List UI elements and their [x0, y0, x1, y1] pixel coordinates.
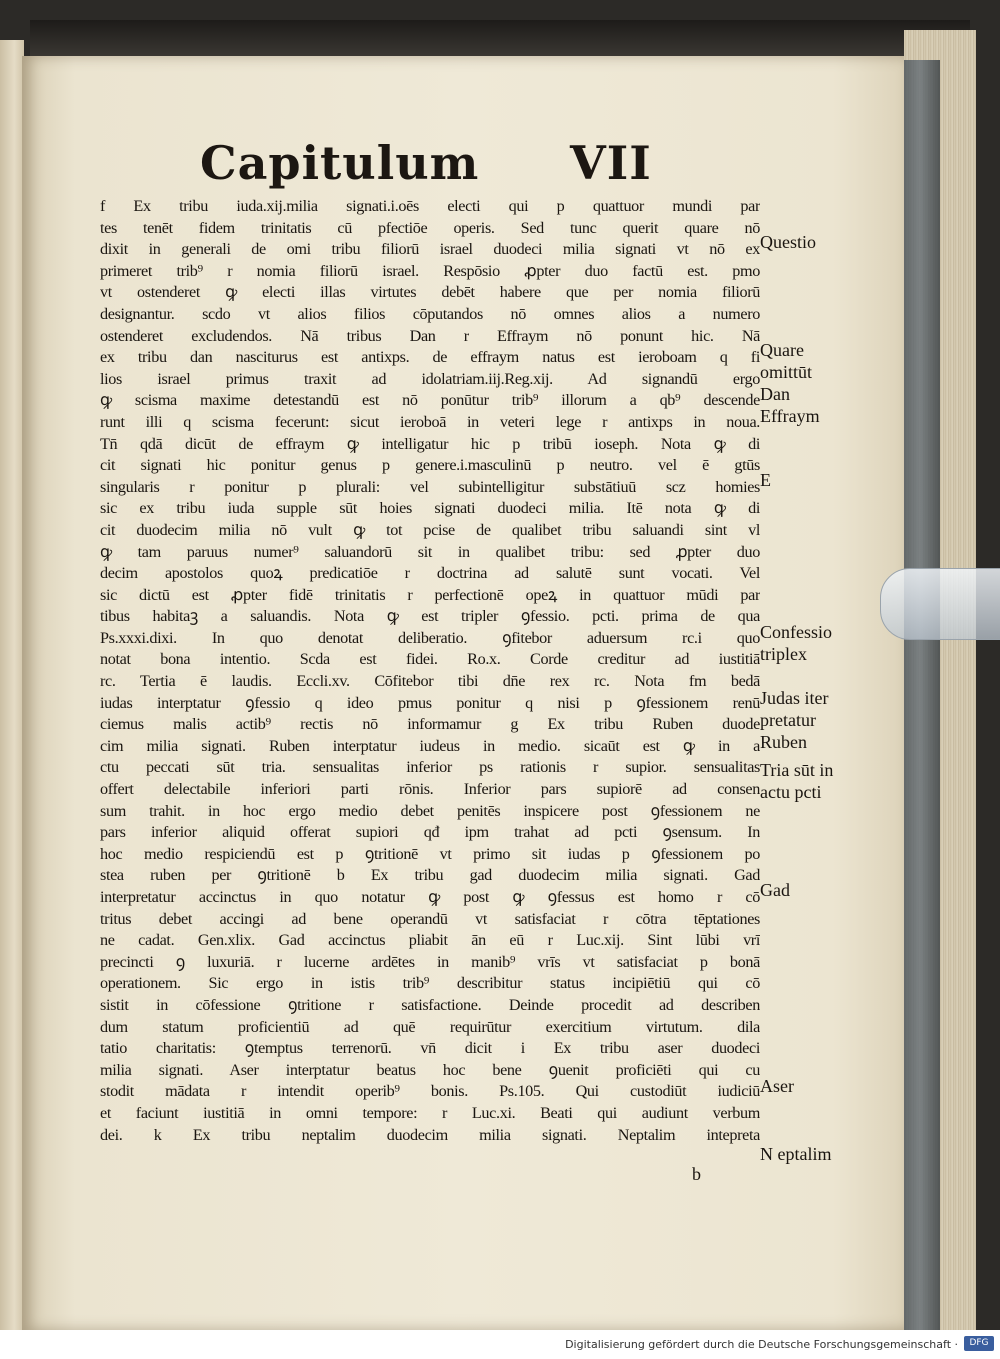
margin-note: Dan [760, 384, 790, 404]
text-line: operationem. Sic ergo in istis trib⁹ describitur status incipiētiū qui cō [100, 974, 760, 993]
text-line: stodit mādata r intendit operib⁹ bonis. Ps.105. Qui custodiūt iudiciū [100, 1082, 760, 1101]
text-block [100, 196, 760, 1146]
text-line: sistit in cōfessione ꝯtritione r satisfactione. Deinde procedit ad describen [100, 995, 760, 1014]
text-line: ex tribu dan nasciturus est antixps. de effraym natus est ieroboam q fi [100, 348, 760, 367]
text-line: notat bona intentio. Scda est fidei. Ro.x. Corde creditur ad iustitiā [100, 650, 760, 669]
text-line: f Ex tribu iuda.xij.milia signati.i.oēs electi qui p quattuor mundi par [100, 197, 760, 215]
margin-note: Confessio [760, 622, 832, 642]
text-line: ꝙ scisma maxime detestandū est nō ponūtur trib⁹ illorum a qb⁹ descende [100, 391, 760, 410]
text-line: rc. Tertia ē laudis. Eccli.xv. Cōfitebor tibi dn̄e rex rc. Nota fm bedā [100, 672, 760, 691]
text-line: runt illi q scisma fecerunt: sicut ieroboā in veteri lege r antixps in noua. [100, 412, 760, 431]
text-line: stea ruben per ꝯtritionē b Ex tribu gad duodecim milia signati. Gad [100, 866, 760, 885]
text-line: cim milia signati. Ruben interptatur iudeus in medio. sicaūt est ꝙ in a [100, 736, 760, 755]
text-line: cit signati hic ponitur genus p genere.i.masculinū p neutro. vel ē gtūs [100, 456, 760, 475]
text-line: pars inferior aliquid offerat supiori qđ ipm trahat ad pcti ꝯsensum. In [100, 823, 760, 842]
text-line: sum trahit. in hoc ergo medio debet penitēs inspicere post ꝯfessionem ne [100, 801, 760, 820]
previous-leaf-edge [0, 40, 24, 1330]
text-line: primeret trib⁹ r nomia filiorū israel. Respōsio ꝓpter duo factū est. pmo [100, 261, 760, 280]
text-line: designantur. scdo vt alios filios cōputandos nō omnes alios a numero [100, 304, 760, 323]
margin-note: omittūt [760, 362, 813, 382]
text-line: vt ostenderet ꝙ electi illas virtutes debēt habere que per nomia filiorū [100, 283, 760, 302]
text-line: milia signati. Aser interptatur beatus hoc bene ꝯuenit proficiēti qui cu [100, 1060, 760, 1079]
margin-note: Effraym [760, 406, 820, 426]
margin-note: triplex [760, 644, 807, 664]
text-line: et faciunt iustitiā in omni tempore: r Luc.xi. Beati qui audiunt verbum [100, 1103, 760, 1122]
text-line: cit duodecim milia nō vult ꝙ tot pcise de qualibet tribu saluandi sint vl [100, 520, 760, 539]
text-line: ostenderet excludendos. Nā tribus Dan r Effraym nō ponunt hic. Nā [100, 326, 760, 345]
text-line: interpretatur accinctus in quo notatur ꝙ post ꝙ ꝯfessus est homo r cō [100, 888, 760, 906]
margin-note: pretatur [760, 710, 816, 730]
text-line: Tn̄ qdā dicūt de effraym ꝙ intelligatur hic p tribū ioseph. Nota ꝙ di [100, 434, 760, 453]
margin-note: N eptalim [760, 1144, 832, 1164]
text-line: tatio charitatis: ꝯtemptus terrenorū. vn̄ dicit i Ex tribu aser duodeci [100, 1039, 760, 1058]
footer-bar [0, 1330, 1000, 1359]
margin-note: Gad [760, 880, 790, 900]
text-line: offert delectabile inferiori parti rōnis. Inferior pars supiorē ad consen [100, 780, 760, 799]
text-line: ctu peccati sūt tria. sensualitas inferior ps rationis r supior. sensualitas [100, 758, 760, 777]
text-line: tibus habitaꝫ a saluandis. Nota ꝙ est tripler ꝯfessio. pcti. prima de qua [100, 607, 760, 626]
margin-note: Ruben [760, 732, 807, 752]
footer-credit: Digitalisierung gefördert durch die Deutsche Forschungsgemeinschaft · [565, 1338, 958, 1351]
text-line: ne cadat. Gen.xlix. Gad accinctus pliabit ān eū r Luc.xij. Sint lūbi vrī [100, 931, 760, 950]
dfg-logo: DFG [964, 1336, 994, 1351]
margin-note: E [760, 470, 771, 490]
text-line: tes tenēt fidem trinitatis cū pfectiōe operis. Sed tunc querit quare nō [100, 218, 760, 237]
text-line: tritus debet accingi ad bene operandū vt satisfaciat r cōtra tēptationes [100, 909, 760, 928]
text-line: lios israel primus traxit ad idolatriam.iij.Reg.xij. Ad signandū ergo [100, 369, 760, 388]
chapter-title: Capitulum [200, 136, 480, 190]
text-line: ciemus malis actib⁹ rectis nō informamur g Ex tribu Ruben duode [100, 715, 760, 734]
text-line: sic ex tribu iuda supple sūt hoies signati duodeci milia. Itē nota ꝙ di [100, 499, 760, 518]
margin-note: Aser [760, 1076, 794, 1096]
text-line: ꝙ tam paruus numer⁹ saluandorū sit in qualibet tribu: sed ꝓpter duo [100, 542, 760, 561]
signature-mark: b [692, 1164, 701, 1184]
text-line: dum statum proficientiū ad quē requirūtur exercitium virtutum. dila [100, 1017, 760, 1036]
text-line: Ps.xxxi.dixi. In quo denotat deliberatio. ꝯfitebor aduersum rc.i quo [100, 628, 760, 647]
book-top-edge [30, 20, 970, 60]
text-line: sic dictū est ꝓpter fidē trinitatis r perfectionē opeꝝ in quattuor mūdi par [100, 585, 760, 604]
text-line: hoc medio respiciendū est p ꝯtritionē vt primo sit iudas p ꝯfessionem po [100, 844, 760, 863]
chapter-number: VII [570, 136, 652, 190]
margin-note: Questio [760, 232, 816, 252]
fore-edge-shadow [900, 60, 940, 1330]
text-line: precincti ꝯ luxuriā. r lucerne ardētes in manib⁹ vrīs vt satisfaciat p bonā [100, 952, 760, 971]
text-line: dei. k Ex tribu neptalim duodecim milia signati. Neptalim intepreta [100, 1125, 760, 1144]
text-line: iudas interptatur ꝯfessio q ideo pmus ponitur q nisi p ꝯfessionem renū [100, 693, 760, 712]
text-line: decim apostolos quoꝝ predicatiōe r doctrina ad salutē sunt vocati. Vel [100, 564, 760, 583]
margin-note: Judas iter [760, 688, 829, 708]
margin-note: actu pcti [760, 782, 822, 802]
text-line: dixit in generali de omi tribu filiorū israel duodeci milia signati vt nō ex [100, 240, 760, 259]
margin-note: Tria sūt in [760, 760, 834, 780]
margin-note: Quare [760, 340, 804, 360]
chapter-heading [200, 136, 660, 196]
text-line: singularis r ponitur p plurali: vel subintelligitur substātiuū scz homies [100, 477, 760, 496]
